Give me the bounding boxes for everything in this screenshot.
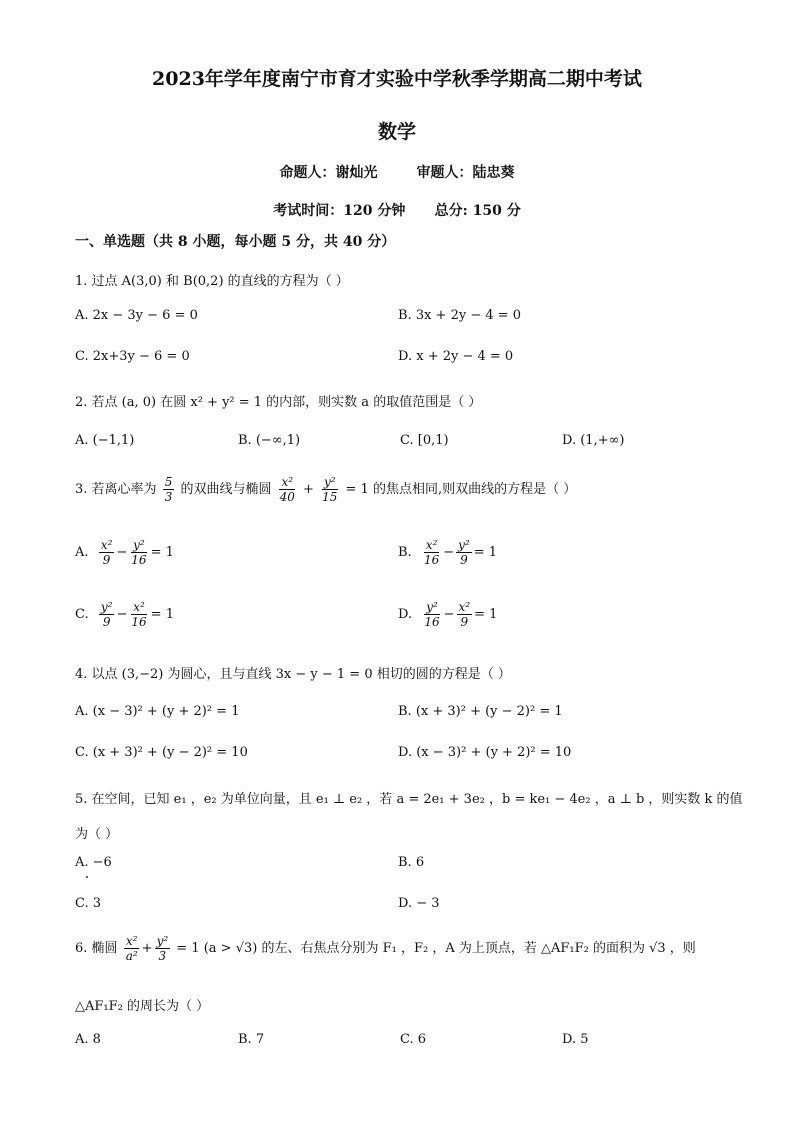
question-3-text-post: = 1 的焦点相同,则双曲线的方程是（ ） (345, 482, 577, 497)
plus-sign: + (303, 482, 314, 497)
question-2-option-b[interactable]: B. (−∞,1) (238, 433, 301, 448)
frac-den: a² (125, 949, 138, 963)
question-3-text-mid: 的双曲线与椭圆 (180, 482, 272, 497)
question-1-stem: 1. 过点 A(3,0) 和 B(0,2) 的直线的方程为（ ） (75, 274, 349, 289)
frac-den: 9 (102, 615, 111, 629)
question-5-stem-cont: 为（ ） (75, 827, 119, 842)
question-6-text-pre: 6. 椭圆 (75, 941, 118, 956)
question-5-option-d[interactable]: D. − 3 (398, 896, 440, 911)
option-label: B. (398, 545, 412, 560)
frac-num: x² (425, 538, 438, 552)
frac-num: y² (133, 538, 145, 552)
question-1-option-d[interactable]: D. x + 2y − 4 = 0 (398, 349, 514, 364)
question-3-option-c[interactable] (75, 600, 174, 629)
frac-den: 9 (102, 553, 111, 567)
authors-line: 命题人：谢灿光 审题人：陆忠葵 (279, 165, 515, 181)
frac-num: x² (125, 934, 138, 948)
frac-num: x² (281, 475, 294, 489)
minus-sign: − (116, 545, 128, 560)
frac-num: x² (133, 600, 145, 614)
question-1-option-a[interactable]: A. 2x − 3y − 6 = 0 (75, 308, 198, 323)
question-2-option-a[interactable]: A. (−1,1) (75, 433, 135, 448)
question-4-option-a[interactable]: A. (x − 3)² + (y + 2)² = 1 (75, 704, 240, 719)
question-1-option-b[interactable]: B. 3x + 2y − 4 = 0 (398, 308, 522, 323)
ellipse-x-fraction (124, 934, 140, 963)
option-label: C. (75, 607, 89, 622)
frac-den: 16 (424, 615, 440, 629)
eccentricity-fraction (163, 475, 175, 504)
question-6-option-a[interactable]: A. 8 (75, 1032, 101, 1047)
option-label: D. (398, 607, 413, 622)
option-label: A. (75, 545, 89, 560)
minus-sign: − (443, 545, 455, 560)
frac-den: 3 (158, 949, 167, 963)
frac-num: y² (426, 600, 438, 614)
equals-one: = 1 (473, 545, 498, 560)
question-3-text-pre: 3. 若离心率为 (75, 482, 157, 497)
frac-den: 15 (322, 490, 338, 504)
exam-title: 2023年学年度南宁市育才实验中学秋季学期高二期中考试 (152, 68, 642, 90)
plus-sign: + (141, 941, 153, 956)
minus-sign: − (116, 607, 128, 622)
question-3-option-d[interactable] (398, 600, 497, 629)
question-3-option-b[interactable] (398, 538, 497, 567)
ellipse-y-fraction (320, 475, 339, 504)
equals-one: = 1 (150, 607, 174, 622)
question-5-stem: 5. 在空间，已知 e₁ ，e₂ 为单位向量，且 e₁ ⊥ e₂ ，若 a = 2e₁ + 3e₂ ，b = ke₁ − 4e₂ ，a ⊥ b ，则实数 k 的值 (75, 792, 743, 807)
question-4-option-c[interactable]: C. (x + 3)² + (y − 2)² = 10 (75, 745, 248, 760)
question-5-option-a[interactable]: A. −6 (75, 855, 112, 870)
frac-den: 40 (279, 490, 295, 504)
question-2-stem: 2. 若点 (a, 0) 在圆 x² + y² = 1 的内部，则实数 a 的取值范围是（ ） (75, 395, 482, 410)
exam-info-line: 考试时间：120 分钟 总分: 150 分 (273, 203, 521, 219)
question-6-option-c[interactable]: C. 6 (400, 1032, 427, 1047)
frac-num: y² (156, 934, 169, 948)
question-1-option-c[interactable]: C. 2x+3y − 6 = 0 (75, 349, 190, 364)
frac-den: 9 (460, 615, 469, 629)
question-6-stem (75, 934, 696, 963)
question-3-option-a[interactable] (75, 538, 174, 567)
frac-den: 9 (460, 553, 468, 567)
question-6-text-post: = 1 (a > √3) 的左、右焦点分别为 F₁ ，F₂ ，A 为上顶点，若 △AF₁F₂ 的面积为 √3 ，则 (176, 941, 696, 956)
question-5-option-b[interactable]: B. 6 (398, 855, 425, 870)
question-2-option-c[interactable]: C. [0,1) (400, 433, 449, 448)
question-4-option-d[interactable]: D. (x − 3)² + (y + 2)² = 10 (398, 745, 572, 760)
frac-num: y² (323, 475, 336, 489)
frac-den: 3 (164, 490, 173, 504)
minus-sign: − (443, 607, 455, 622)
equals-one: = 1 (150, 545, 174, 560)
frac-num: y² (458, 538, 470, 552)
question-3-stem (75, 475, 576, 504)
subject-title: 数学 (377, 121, 416, 143)
ellipse-y-fraction (155, 934, 171, 963)
frac-num: x² (458, 600, 471, 614)
question-4-stem: 4. 以点 (3,−2) 为圆心，且与直线 3x − y − 1 = 0 相切的圆的方程是（ ） (75, 667, 511, 682)
question-6-option-d[interactable]: D. 5 (562, 1032, 589, 1047)
frac-den: 16 (423, 553, 440, 567)
frac-num: x² (100, 538, 113, 552)
frac-num: 5 (164, 475, 173, 489)
question-6-option-b[interactable]: B. 7 (238, 1032, 265, 1047)
question-6-stem-cont: △AF₁F₂ 的周长为（ ） (75, 999, 210, 1014)
question-4-option-b[interactable]: B. (x + 3)² + (y − 2)² = 1 (398, 704, 563, 719)
section-heading: 一、单选题（共 8 小题，每小题 5 分，共 40 分） (75, 234, 396, 250)
equals-one: = 1 (474, 607, 498, 622)
stray-dot (86, 876, 88, 878)
question-2-option-d[interactable]: D. (1,+∞) (562, 433, 625, 448)
frac-num: y² (100, 600, 113, 614)
question-5-option-c[interactable]: C. 3 (75, 896, 102, 911)
frac-den: 16 (131, 615, 147, 629)
frac-den: 16 (131, 553, 147, 567)
ellipse-x-fraction (278, 475, 297, 504)
